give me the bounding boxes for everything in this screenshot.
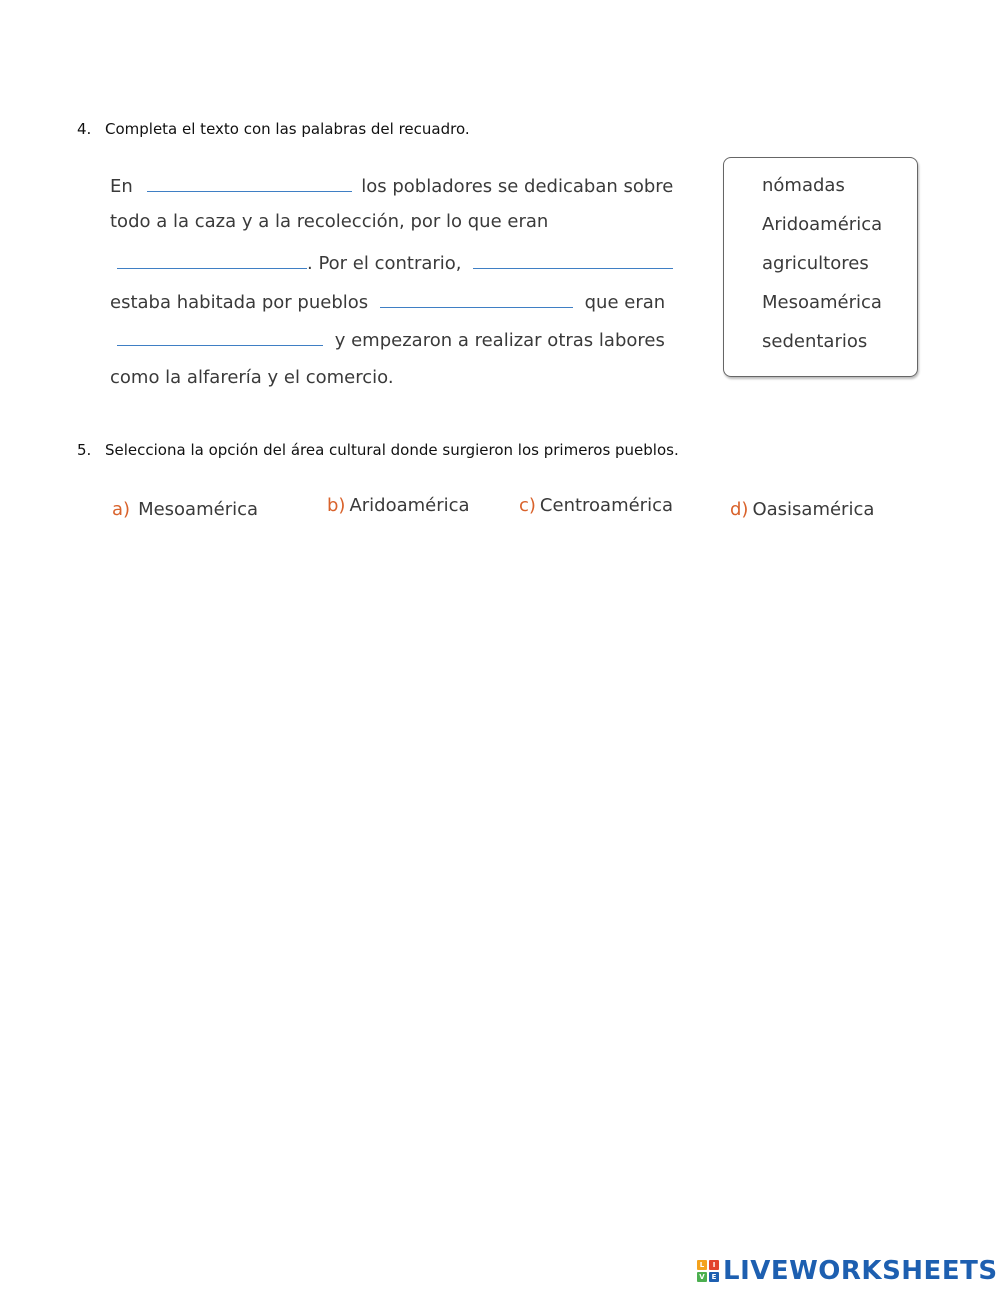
blank-2[interactable] bbox=[117, 250, 307, 269]
text-line-5: y empezaron a realizar otras labores bbox=[117, 327, 665, 351]
word-bank-item: Aridoamérica bbox=[762, 214, 883, 235]
text-line-2: todo a la caza y a la recolección, por lo que eran bbox=[110, 211, 549, 232]
option-letter: b) bbox=[327, 495, 346, 516]
text-line-3: . Por el contrario, bbox=[117, 250, 673, 274]
question-number: 5. bbox=[77, 441, 92, 459]
option-c[interactable] bbox=[519, 495, 673, 516]
word-bank-item: sedentarios bbox=[762, 331, 868, 352]
word-bank bbox=[723, 157, 918, 377]
word-bank-item: nómadas bbox=[762, 175, 845, 196]
word-bank-item: agricultores bbox=[762, 253, 869, 274]
option-text: Centroamérica bbox=[539, 495, 674, 516]
word-bank-item: Mesoamérica bbox=[762, 292, 882, 313]
question-4-title bbox=[77, 120, 470, 138]
option-a[interactable] bbox=[112, 499, 258, 520]
option-d[interactable] bbox=[730, 499, 874, 520]
option-text: Mesoamérica bbox=[138, 499, 259, 520]
text-line-4: estaba habitada por pueblos que eran bbox=[110, 289, 665, 313]
question-instruction: Selecciona la opción del área cultural donde surgieron los primeros pueblos. bbox=[105, 441, 679, 459]
option-text: Oasisamérica bbox=[752, 499, 875, 520]
question-number: 4. bbox=[77, 120, 92, 138]
question-5-title bbox=[77, 441, 679, 459]
blank-5[interactable] bbox=[117, 327, 323, 346]
liveworksheets-logo bbox=[697, 1258, 998, 1284]
option-letter: a) bbox=[112, 499, 131, 520]
blank-3[interactable] bbox=[473, 250, 673, 269]
option-letter: d) bbox=[730, 499, 749, 520]
logo-text: LIVEWORKSHEETS bbox=[723, 1256, 998, 1286]
blank-4[interactable] bbox=[380, 289, 573, 308]
blank-1[interactable] bbox=[147, 173, 352, 192]
text-line-6: como la alfarería y el comercio. bbox=[110, 367, 394, 388]
option-text: Aridoamérica bbox=[349, 495, 470, 516]
option-b[interactable] bbox=[327, 495, 470, 516]
option-letter: c) bbox=[519, 495, 536, 516]
logo-mark-icon: L I V E bbox=[697, 1260, 719, 1282]
question-instruction: Completa el texto con las palabras del recuadro. bbox=[105, 120, 470, 138]
text-line-1: En los pobladores se dedicaban sobre bbox=[110, 173, 673, 197]
